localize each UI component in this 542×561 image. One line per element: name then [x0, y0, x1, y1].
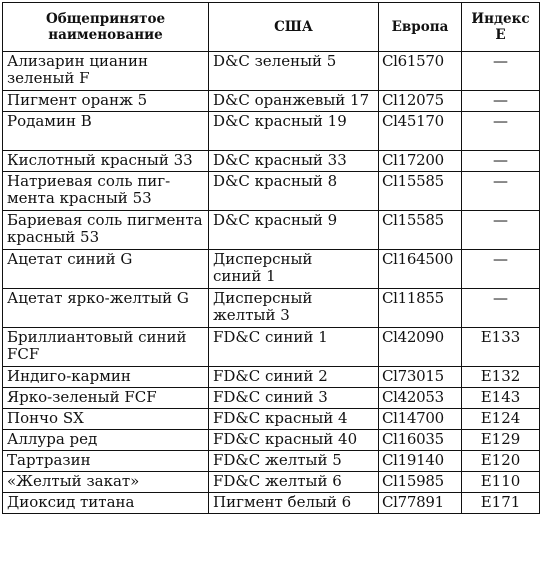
- cell-common-name: Ярко-зеленый FCF: [3, 388, 209, 409]
- table-row: [3, 451, 540, 472]
- table-row: [3, 328, 540, 367]
- cell-index-e: —: [462, 151, 540, 172]
- cell-common-name: Родамин В: [3, 112, 209, 151]
- table-row: [3, 289, 540, 328]
- cell-index-e: E171: [462, 493, 540, 514]
- cell-index-e: E120: [462, 451, 540, 472]
- cell-common-name: Бриллиантовый синий FCF: [3, 328, 209, 367]
- cell-europe: Cl17200: [379, 151, 462, 172]
- cell-europe: Cl11855: [379, 289, 462, 328]
- cell-index-e: —: [462, 250, 540, 289]
- table-row: [3, 430, 540, 451]
- cell-common-name: Кислотный красный 33: [3, 151, 209, 172]
- cell-europe: Cl19140: [379, 451, 462, 472]
- cell-common-name: Пигмент оранж 5: [3, 91, 209, 112]
- header-common-name: Общепринятое наименование: [3, 3, 209, 52]
- cell-usa: Дисперсный синий 1: [209, 250, 379, 289]
- cell-usa: Дисперсный желтый 3: [209, 289, 379, 328]
- cell-usa: FD&C желтый 6: [209, 472, 379, 493]
- cell-usa: D&C красный 9: [209, 211, 379, 250]
- cell-common-name: Диоксид титана: [3, 493, 209, 514]
- cell-index-e: —: [462, 52, 540, 91]
- cell-europe: Cl15585: [379, 211, 462, 250]
- cell-usa: FD&C красный 4: [209, 409, 379, 430]
- cell-usa: D&C красный 33: [209, 151, 379, 172]
- cell-europe: Cl42053: [379, 388, 462, 409]
- cell-europe: Cl77891: [379, 493, 462, 514]
- cell-europe: Cl164500: [379, 250, 462, 289]
- cell-europe: Cl45170: [379, 112, 462, 151]
- cell-common-name: Аллура ред: [3, 430, 209, 451]
- cell-index-e: —: [462, 211, 540, 250]
- cell-index-e: E124: [462, 409, 540, 430]
- cell-europe: Cl12075: [379, 91, 462, 112]
- header-europe: Европа: [379, 3, 462, 52]
- table-row: [3, 409, 540, 430]
- cell-europe: Cl42090: [379, 328, 462, 367]
- table-row: [3, 151, 540, 172]
- cell-index-e: —: [462, 289, 540, 328]
- cell-usa: D&C красный 19: [209, 112, 379, 151]
- table-row: [3, 91, 540, 112]
- cell-index-e: E110: [462, 472, 540, 493]
- cell-index-e: E133: [462, 328, 540, 367]
- table-header-row: [3, 3, 540, 52]
- header-usa: США: [209, 3, 379, 52]
- cell-common-name: Ализарин цианин зеленый F: [3, 52, 209, 91]
- cell-europe: Cl16035: [379, 430, 462, 451]
- cell-index-e: —: [462, 172, 540, 211]
- cell-common-name: Пончо SX: [3, 409, 209, 430]
- cell-europe: Cl14700: [379, 409, 462, 430]
- dye-equivalence-table: [2, 2, 540, 514]
- cell-index-e: —: [462, 112, 540, 151]
- cell-usa: FD&C синий 1: [209, 328, 379, 367]
- cell-usa: D&C зеленый 5: [209, 52, 379, 91]
- table-row: [3, 367, 540, 388]
- cell-common-name: Ацетат ярко-желтый G: [3, 289, 209, 328]
- table-row: [3, 472, 540, 493]
- cell-usa: D&C красный 8: [209, 172, 379, 211]
- cell-index-e: E129: [462, 430, 540, 451]
- cell-usa: D&C оранжевый 17: [209, 91, 379, 112]
- cell-usa: FD&C синий 3: [209, 388, 379, 409]
- cell-common-name: «Желтый закат»: [3, 472, 209, 493]
- cell-index-e: —: [462, 91, 540, 112]
- cell-europe: Cl15585: [379, 172, 462, 211]
- cell-europe: Cl73015: [379, 367, 462, 388]
- table-row: [3, 172, 540, 211]
- table-row: [3, 250, 540, 289]
- cell-usa: FD&C красный 40: [209, 430, 379, 451]
- cell-common-name: Тартразин: [3, 451, 209, 472]
- cell-common-name: Индиго-кармин: [3, 367, 209, 388]
- cell-index-e: E132: [462, 367, 540, 388]
- cell-common-name: Бариевая соль пигмента красный 53: [3, 211, 209, 250]
- table-row: [3, 112, 540, 151]
- cell-europe: Cl15985: [379, 472, 462, 493]
- cell-index-e: E143: [462, 388, 540, 409]
- table-row: [3, 211, 540, 250]
- cell-europe: Cl61570: [379, 52, 462, 91]
- cell-common-name: Ацетат синий G: [3, 250, 209, 289]
- table-row: [3, 52, 540, 91]
- table-row: [3, 493, 540, 514]
- header-index-e: Индекс Е: [462, 3, 540, 52]
- cell-usa: FD&C желтый 5: [209, 451, 379, 472]
- table-row: [3, 388, 540, 409]
- cell-common-name: Натриевая соль пиг- мента красный 53: [3, 172, 209, 211]
- cell-usa: Пигмент белый 6: [209, 493, 379, 514]
- cell-usa: FD&C синий 2: [209, 367, 379, 388]
